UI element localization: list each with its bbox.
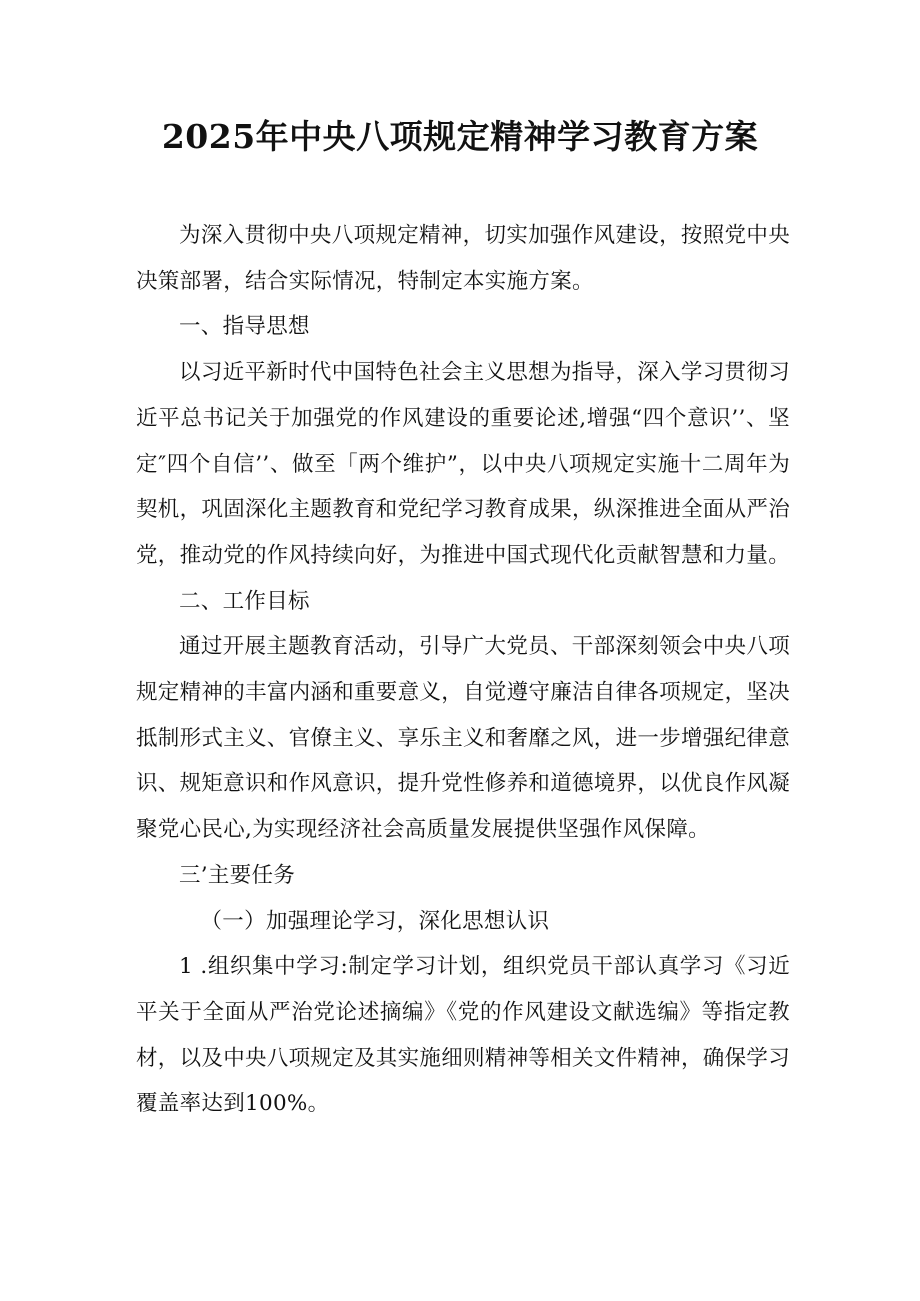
work-goals-paragraph: 通过开展主题教育活动，引导广大党员、干部深刻领会中央八项规定精神的丰富内涵和重要意义，自觉遵守廉洁自律各项规定，坚决抵制形式主义、官僚主义、享乐主义和奢靡之风，进一步增强纪律意识、规矩意识和作风意识，提升党性修养和道德境界，以优良作风凝聚党心民心,为实现经济社会高质量发展提供坚强作风保障。 (136, 634, 791, 843)
section-heading-main-tasks: 三’主要任务 (179, 862, 296, 888)
section-heading-guiding-ideology: 一、指导思想 (179, 314, 310, 340)
subsection-heading-theory-study: （一）加强理论学习，深化思想认识 (200, 908, 550, 934)
intro-paragraph: 为深入贯彻中央八项规定精神，切实加强作风建设，按照党中央决策部署，结合实际情况，特制定本实施方案。 (136, 223, 790, 294)
task-item-collective-study: 1 .组织集中学习:制定学习计划，组织党员干部认真学习《习近平关于全面从严治党论述摘编》《党的作风建设文献选编》等指定教材，以及中央八项规定及其实施细则精神等相关文件精神，确保学习覆盖率达到100%。 (136, 954, 791, 1117)
document-body (136, 213, 790, 1127)
guiding-ideology-paragraph: 以习近平新时代中国特色社会主义思想为指导，深入学习贯彻习近平总书记关于加强党的作风建设的重要论述,增强“四个意识’’、坚定″四个自信’’、做至「两个维护”，以中央八项规定实施十二周年为契机，巩固深化主题教育和党纪学习教育成果，纵深推进全面从严治党，推动党的作风持续向好，为推进中国式现代化贡献智慧和力量。 (136, 360, 791, 568)
section-heading-work-goals: 二、工作目标 (179, 588, 310, 614)
document-title: 2025年中央八项规定精神学习教育方案 (161, 117, 759, 156)
